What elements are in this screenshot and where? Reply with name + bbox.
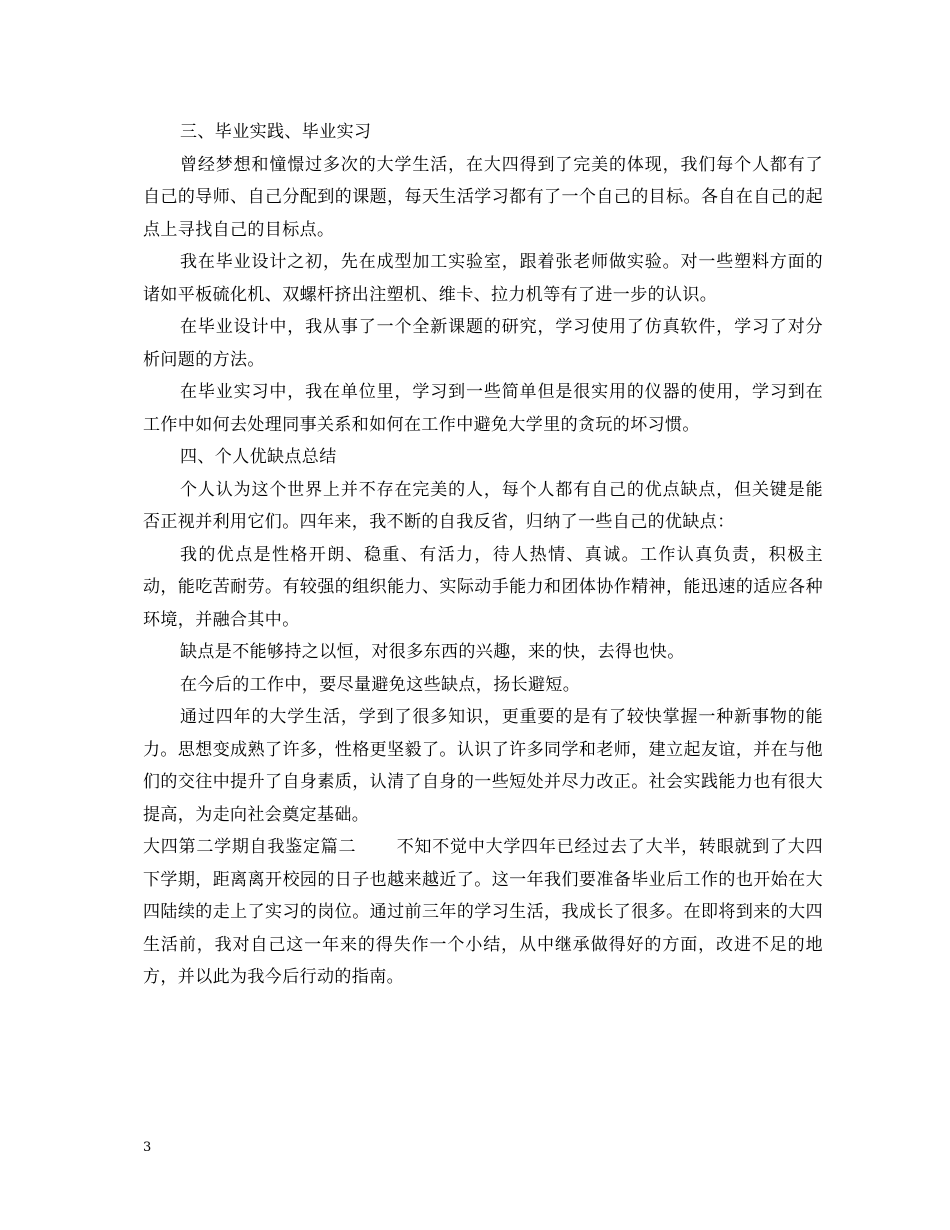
paragraph-self-assessment-intro: 个人认为这个世界上并不存在完美的人，每个人都有自己的优点缺点，但关键是能否正视并利用它们。四年来，我不断的自我反省，归纳了一些自己的优缺点： [143,479,823,532]
document-body [143,116,823,994]
paragraph-strengths: 我的优点是性格开朗、稳重、有活力，待人热情、真诚。工作认真负责，积极主动，能吃苦耐劳。有较强的组织能力、实际动手能力和团体协作精神，能迅速的适应各种环境，并融合其中。 [143,544,823,630]
section-two-title: 大四第二学期自我鉴定篇二 [143,837,357,857]
page-number: 3 [143,1140,152,1155]
paragraph-internship: 在毕业实习中，我在单位里，学习到一些简单但是很实用的仪器的使用，学习到在工作中如何去处理同事关系和如何在工作中避免大学里的贪玩的坏习惯。 [143,382,823,435]
paragraph-graduation-design-research: 在毕业设计中，我从事了一个全新课题的研究，学习使用了仿真软件，学习了对分析问题的方法。 [143,317,823,370]
paragraph-university-life: 曾经梦想和憧憬过多次的大学生活，在大四得到了完美的体现，我们每个人都有了自己的导师、自己分配到的课题，每天生活学习都有了一个自己的目标。各自在自己的起点上寻找自己的目标点。 [143,154,823,240]
section-heading-four: 四、个人优缺点总结 [180,447,337,467]
paragraph-graduation-design-start: 我在毕业设计之初，先在成型加工实验室，跟着张老师做实验。对一些塑料方面的诸如平板硫化机、双螺杆挤出注塑机、维卡、拉力机等有了进一步的认识。 [143,252,823,305]
section-two-body: 不知不觉中大学四年已经过去了大半，转眼就到了大四下学期，距离离开校园的日子也越来越近了。这一年我们要准备毕业后工作的也开始在大四陆续的走上了实习的岗位。通过前三年的学习生活，我成长了很多。在即将到来的大四生活前，我对自己这一年来的得失作一个小结，从中继承做得好的方面，改进不足的地方，并以此为我今后行动的指南。 [143,837,823,987]
paragraph-future-work: 在今后的工作中，要尽量避免这些缺点，扬长避短。 [180,674,581,695]
paragraph-four-year-summary: 通过四年的大学生活，学到了很多知识，更重要的是有了较快掌握一种新事物的能力。思想变成熟了许多，性格更坚毅了。认识了许多同学和老师，建立起友谊，并在与他们的交往中提升了自身素质，认清了自身的一些短处并尽力改正。社会实践能力也有很大提高，为走向社会奠定基础。 [143,707,823,825]
paragraph-weaknesses: 缺点是不能够持之以恒，对很多东西的兴趣，来的快，去得也快。 [180,642,685,662]
paragraph-section-two [143,831,823,994]
section-heading-three: 三、毕业实践、毕业实习 [180,122,372,142]
